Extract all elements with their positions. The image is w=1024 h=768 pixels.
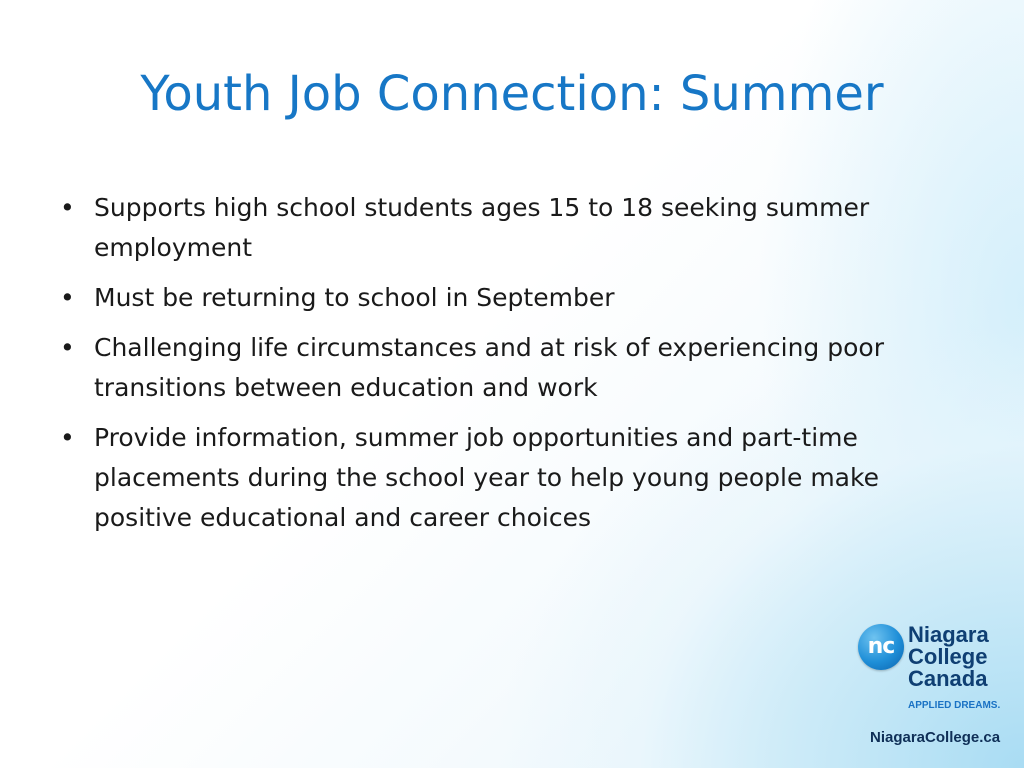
- bullet-list: [60, 188, 965, 548]
- bullet-icon: •: [60, 283, 75, 312]
- bullet-icon: •: [60, 423, 75, 452]
- list-item: [60, 418, 965, 538]
- logo-tagline: APPLIED DREAMS.: [908, 700, 1001, 711]
- logo-line: College: [908, 644, 988, 669]
- list-item: [60, 328, 965, 408]
- bullet-text: Must be returning to school in September: [94, 283, 615, 312]
- bullet-icon: •: [60, 193, 75, 222]
- logo-line: Canada: [908, 666, 988, 691]
- nc-badge-icon: nc: [858, 624, 904, 670]
- bullet-text: Provide information, summer job opportunities and part-time placements during the school year to help young people make positive educational and career choices: [94, 423, 879, 532]
- website-url: NiagaraCollege.ca: [870, 729, 1001, 746]
- list-item: [60, 278, 965, 318]
- logo-line: Niagara: [908, 622, 989, 647]
- bullet-icon: •: [60, 333, 75, 362]
- slide-title: Youth Job Connection: Summer: [140, 66, 884, 122]
- college-logo: [858, 624, 1008, 720]
- list-item: [60, 188, 965, 268]
- bullet-text: Challenging life circumstances and at risk of experiencing poor transitions between education and work: [94, 333, 884, 402]
- bullet-text: Supports high school students ages 15 to 18 seeking summer employment: [94, 193, 870, 262]
- logo-wordmark: [908, 624, 989, 690]
